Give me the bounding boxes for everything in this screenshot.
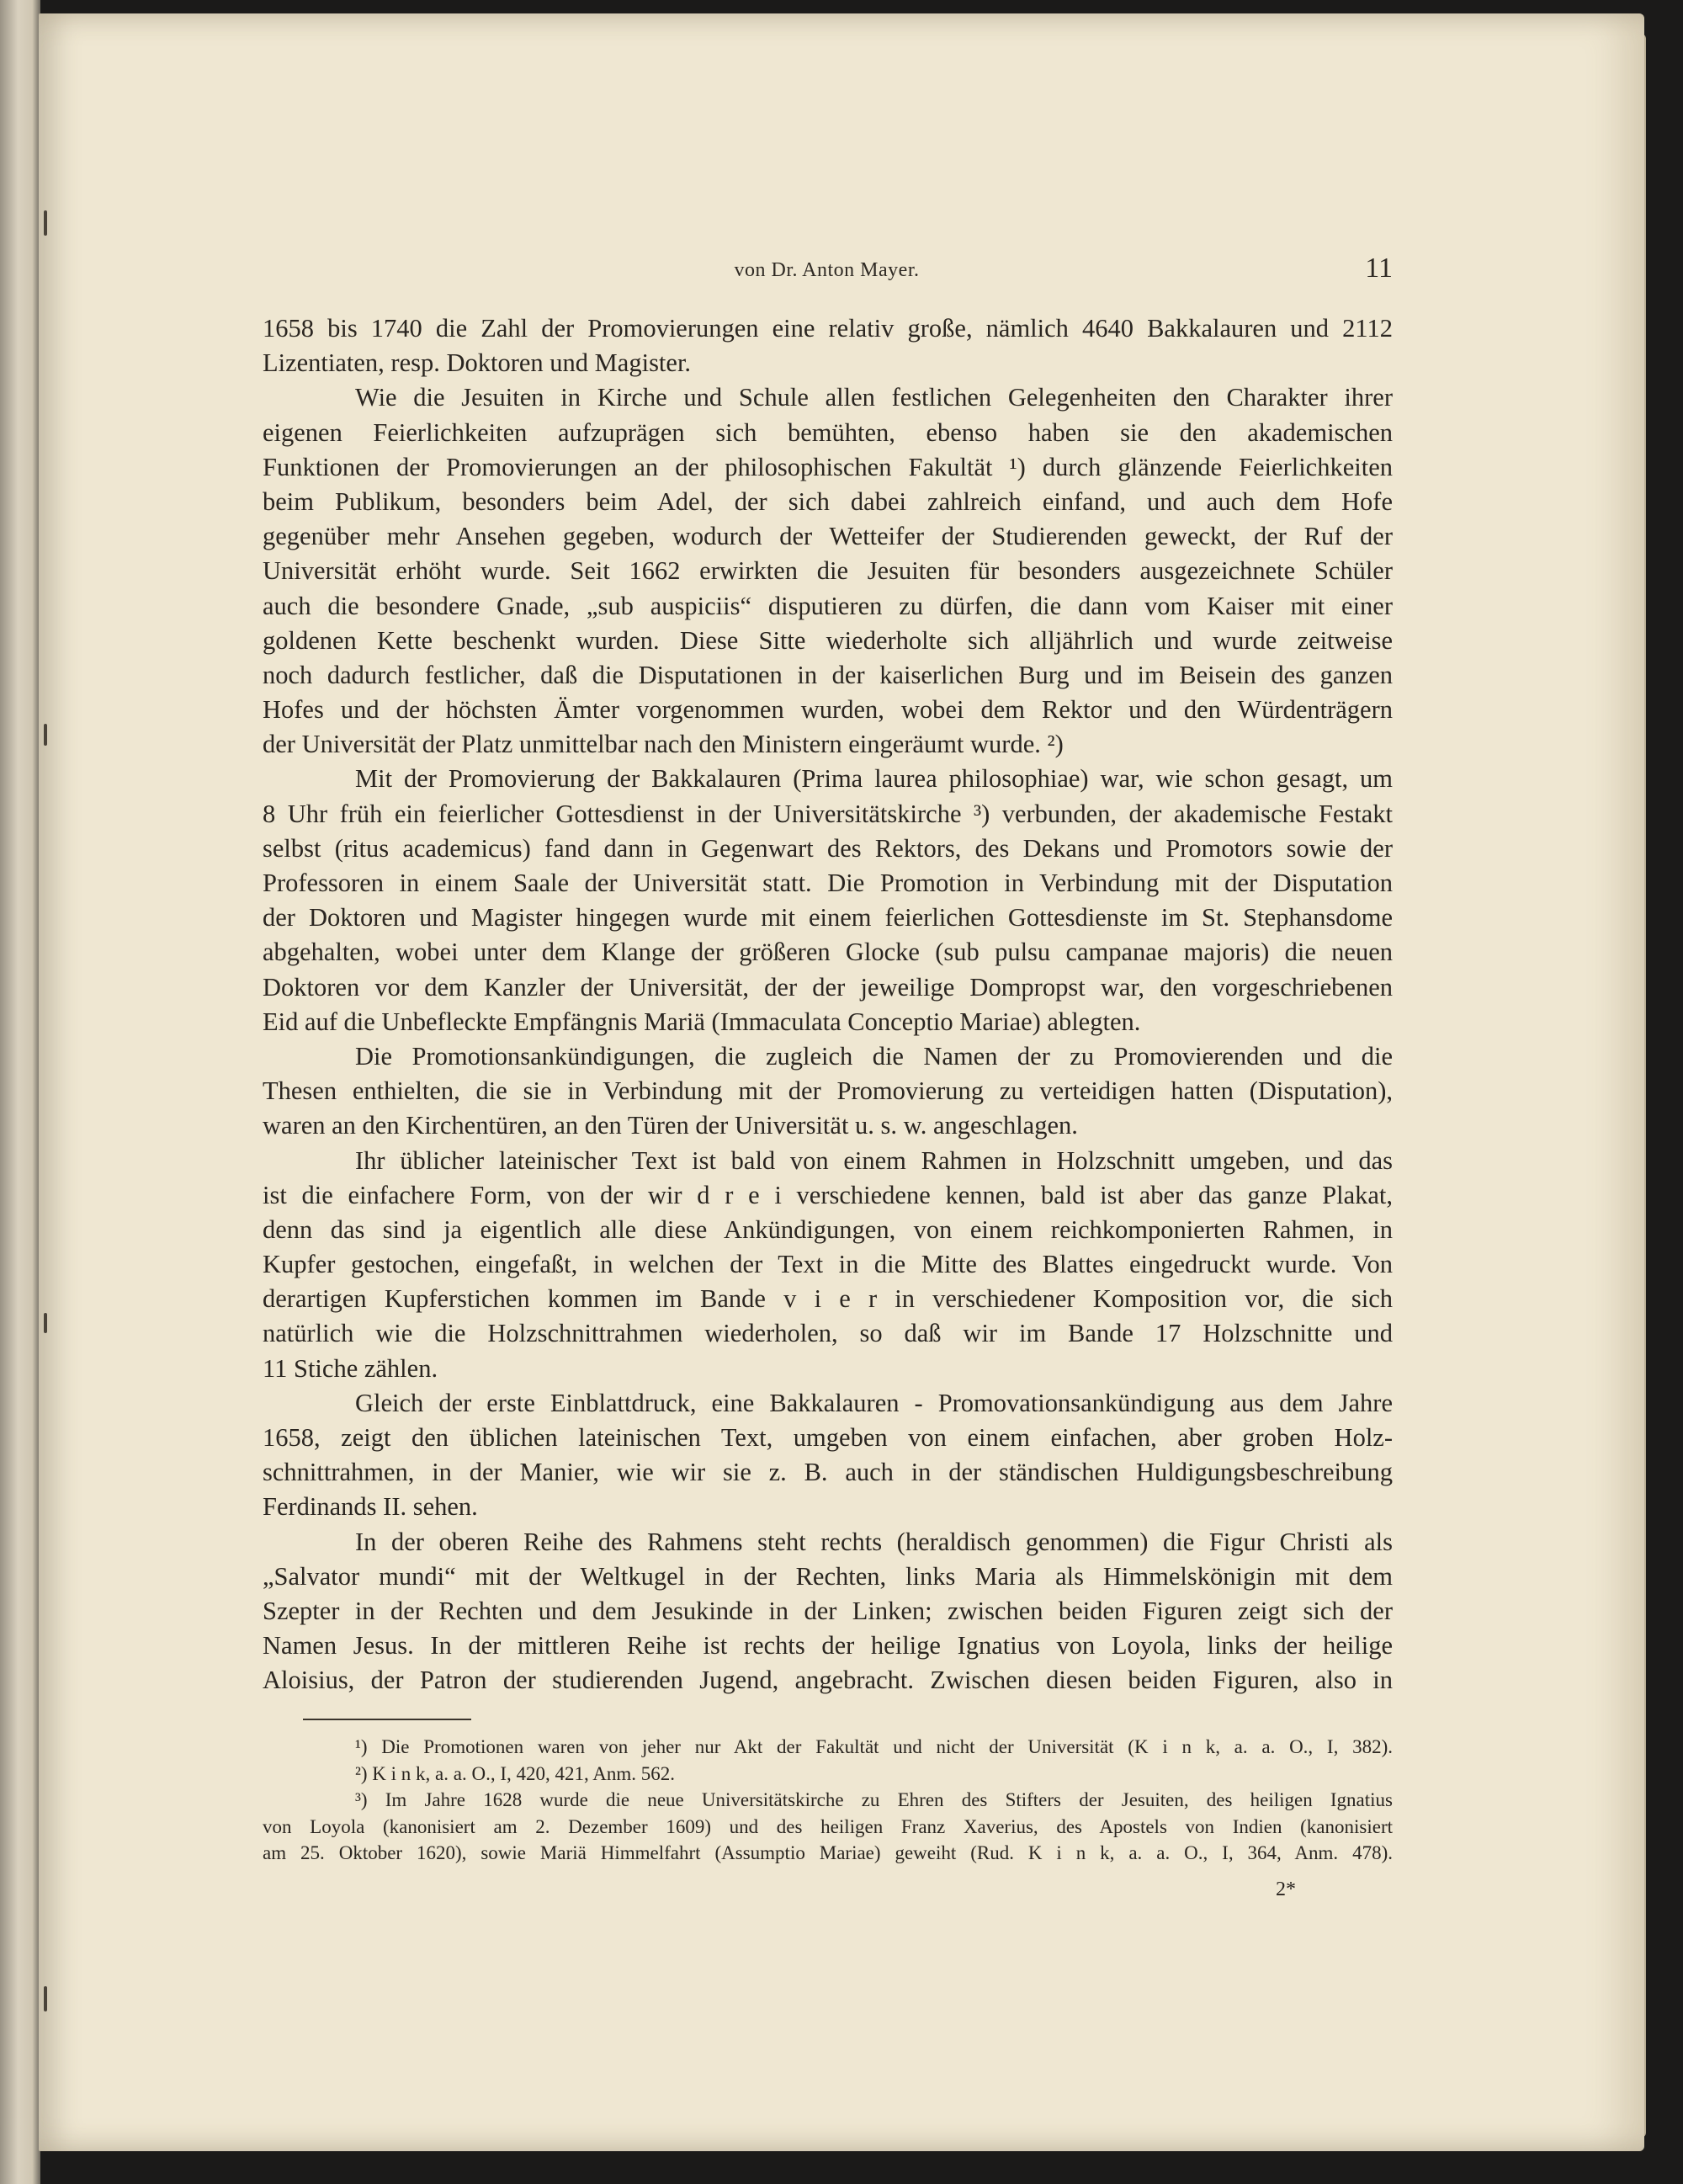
text-line: Hofes und der höchsten Ämter vorgenommen wurden, wobei dem Rektor und den Würdenträgern: [263, 695, 1393, 725]
text-line: Wie die Jesuiten in Kirche und Schule allen festlichen Gelegenheiten den Charakter ihrer: [355, 383, 1393, 412]
text-line: Mit der Promovierung der Bakkalauren (Prima laurea philosophiae) war, wie schon gesagt, um: [355, 764, 1393, 794]
text-line: Gleich der erste Einblattdruck, eine Bakkalauren - Promovationsankündigung aus dem Jahre: [355, 1388, 1393, 1417]
text-line: der Universität der Platz unmittelbar nach den Ministern eingeräumt wurde. ²): [263, 730, 1064, 759]
footnote-line: ¹) Die Promotionen waren von jeher nur Akt der Fakultät und nicht der Universität (K i n k, a. a. O., I, 382).: [355, 1736, 1393, 1757]
text-line: derartigen Kupferstichen kommen im Bande v i e r in verschiedener Komposition vor, die sich: [263, 1284, 1393, 1314]
text-line: In der oberen Reihe des Rahmens steht rechts (heraldisch genommen) die Figur Christi als: [355, 1527, 1393, 1556]
page-number: 11: [1365, 252, 1393, 284]
text-line: goldenen Kette beschenkt wurden. Diese Sitte wiederholte sich alljährlich und wurde zeitweise: [263, 625, 1393, 655]
text-line: Kupfer gestochen, eingefaßt, in welchen der Text in die Mitte des Blattes eingedruckt wurde. Von: [263, 1250, 1393, 1279]
text-line: selbst (ritus academicus) fand dann in Gegenwart des Rektors, des Dekans und Promotors sowie der: [263, 833, 1393, 863]
footnote-separator: [303, 1719, 471, 1720]
text-line: „Salvator mundi“ mit der Weltkugel in der Rechten, links Maria als Himmelskönigin mit dem: [263, 1561, 1393, 1591]
footnotes: [263, 1734, 1393, 1867]
text-line: Doktoren vor dem Kanzler der Universität, der der jeweilige Dompropst war, den vorgeschriebenen: [263, 972, 1393, 1002]
text-line: natürlich wie die Holzschnittrahmen wiederholen, so daß wir im Bande 17 Holzschnitte und: [263, 1319, 1393, 1348]
binding-mark: [44, 210, 47, 236]
binding-mark: [44, 1986, 47, 2011]
text-line: der Doktoren und Magister hingegen wurde mit einem feierlichen Gottesdienste im St. Stephansdome: [263, 903, 1393, 933]
text-line: Die Promotionsankündigungen, die zugleich die Namen der zu Promovierenden und die: [355, 1041, 1393, 1071]
text-line: Professoren in einem Saale der Universität statt. Die Promotion in Verbindung mit der Disputation: [263, 869, 1393, 897]
running-head: von Dr. Anton Mayer.: [734, 259, 920, 281]
text-line: Szepter in der Rechten und dem Jesukinde in der Linken; zwischen beiden Figuren zeigt sich der: [263, 1596, 1393, 1625]
text-line: schnittrahmen, in der Manier, wie wir sie z. B. auch in der ständischen Huldigungsbeschreibung: [263, 1458, 1393, 1487]
text-line: Aloisius, der Patron der studierenden Jugend, angebracht. Zwischen diesen beiden Figuren, also in: [263, 1666, 1393, 1695]
sheet-signature: 2*: [1276, 1878, 1296, 1900]
text-line: Thesen enthielten, die sie in Verbindung mit der Promovierung zu verteidigen hatten (Disputation),: [263, 1076, 1393, 1106]
text-line: Ferdinands II. sehen.: [263, 1492, 478, 1522]
text-line: Funktionen der Promovierungen an der philosophischen Fakultät ¹) durch glänzende Feierlichkeiten: [263, 452, 1393, 481]
text-line: 11 Stiche zählen.: [263, 1353, 438, 1383]
page-header: [261, 252, 1393, 295]
text-line: Lizentiaten, resp. Doktoren und Magister.: [263, 348, 692, 378]
text-line: Eid auf die Unbefleckte Empfängnis Mariä (Immaculata Conceptio Mariae) ablegten.: [263, 1007, 1141, 1036]
text-line: 8 Uhr früh ein feierlicher Gottesdienst in der Universitätskirche ³) verbunden, der akademische Festakt: [263, 799, 1393, 828]
text-line: 1658 bis 1740 die Zahl der Promovierungen eine relativ große, nämlich 4640 Bakkalauren und 2112: [263, 314, 1393, 343]
binding-mark: [44, 724, 47, 746]
text-line: eigenen Feierlichkeiten aufzuprägen sich bemühten, ebenso haben sie den akademischen: [263, 417, 1393, 447]
footnote-line: ²) K i n k, a. a. O., I, 420, 421, Anm. 562.: [355, 1762, 675, 1784]
text-line: noch dadurch festlicher, daß die Disputationen in der kaiserlichen Burg und im Beisein des ganzen: [263, 660, 1393, 689]
text-line: auch die besondere Gnade, „sub auspiciis“ disputieren zu dürfen, die dann vom Kaiser mit einer: [263, 591, 1393, 620]
text-line: Universität erhöht wurde. Seit 1662 erwirkten die Jesuiten für besonders ausgezeichnete Schüler: [263, 556, 1393, 586]
footnote-line: ³) Im Jahre 1628 wurde die neue Universitätskirche zu Ehren des Stifters der Jesuiten, des heiligen Ignatius: [355, 1789, 1393, 1810]
text-line: ist die einfachere Form, von der wir d r e i verschiedene kennen, bald ist aber das ganze Plakat,: [263, 1180, 1393, 1209]
text-line: abgehalten, wobei unter dem Klange der größeren Glocke (sub pulsu campanae majoris) die neuen: [263, 938, 1393, 967]
text-line: Ihr üblicher lateinischer Text ist bald von einem Rahmen in Holzschnitt umgeben, und das: [355, 1145, 1393, 1175]
text-line: gegenüber mehr Ansehen gegeben, wodurch der Wetteifer der Studierenden geweckt, der Ruf der: [263, 522, 1393, 551]
text-line: beim Publikum, besonders beim Adel, der sich dabei zahlreich einfand, und auch dem Hofe: [263, 486, 1393, 516]
text-line: Namen Jesus. In der mittleren Reihe ist rechts der heilige Ignatius von Loyola, links der heilige: [263, 1631, 1393, 1661]
text-line: waren an den Kirchentüren, an den Türen der Universität u. s. w. angeschlagen.: [263, 1111, 1078, 1140]
binding-mark: [44, 1313, 47, 1333]
adjacent-page-edge: [0, 0, 40, 2184]
text-line: 1658, zeigt den üblichen lateinischen Text, umgeben von einem einfachen, aber groben Holz-: [263, 1423, 1393, 1452]
text-line: denn das sind ja eigentlich alle diese Ankündigungen, von einem reichkomponierten Rahmen, in: [263, 1214, 1393, 1244]
main-text: [263, 311, 1393, 1698]
footnote-line: von Loyola (kanonisiert am 2. Dezember 1609) und des heiligen Franz Xaverius, des Apostels von Indien (kanonisiert: [263, 1815, 1393, 1837]
footnote-line: am 25. Oktober 1620), sowie Mariä Himmelfahrt (Assumptio Mariae) geweiht (Rud. K i n k, a. a. O., I, 364, Anm. 478).: [263, 1842, 1393, 1863]
